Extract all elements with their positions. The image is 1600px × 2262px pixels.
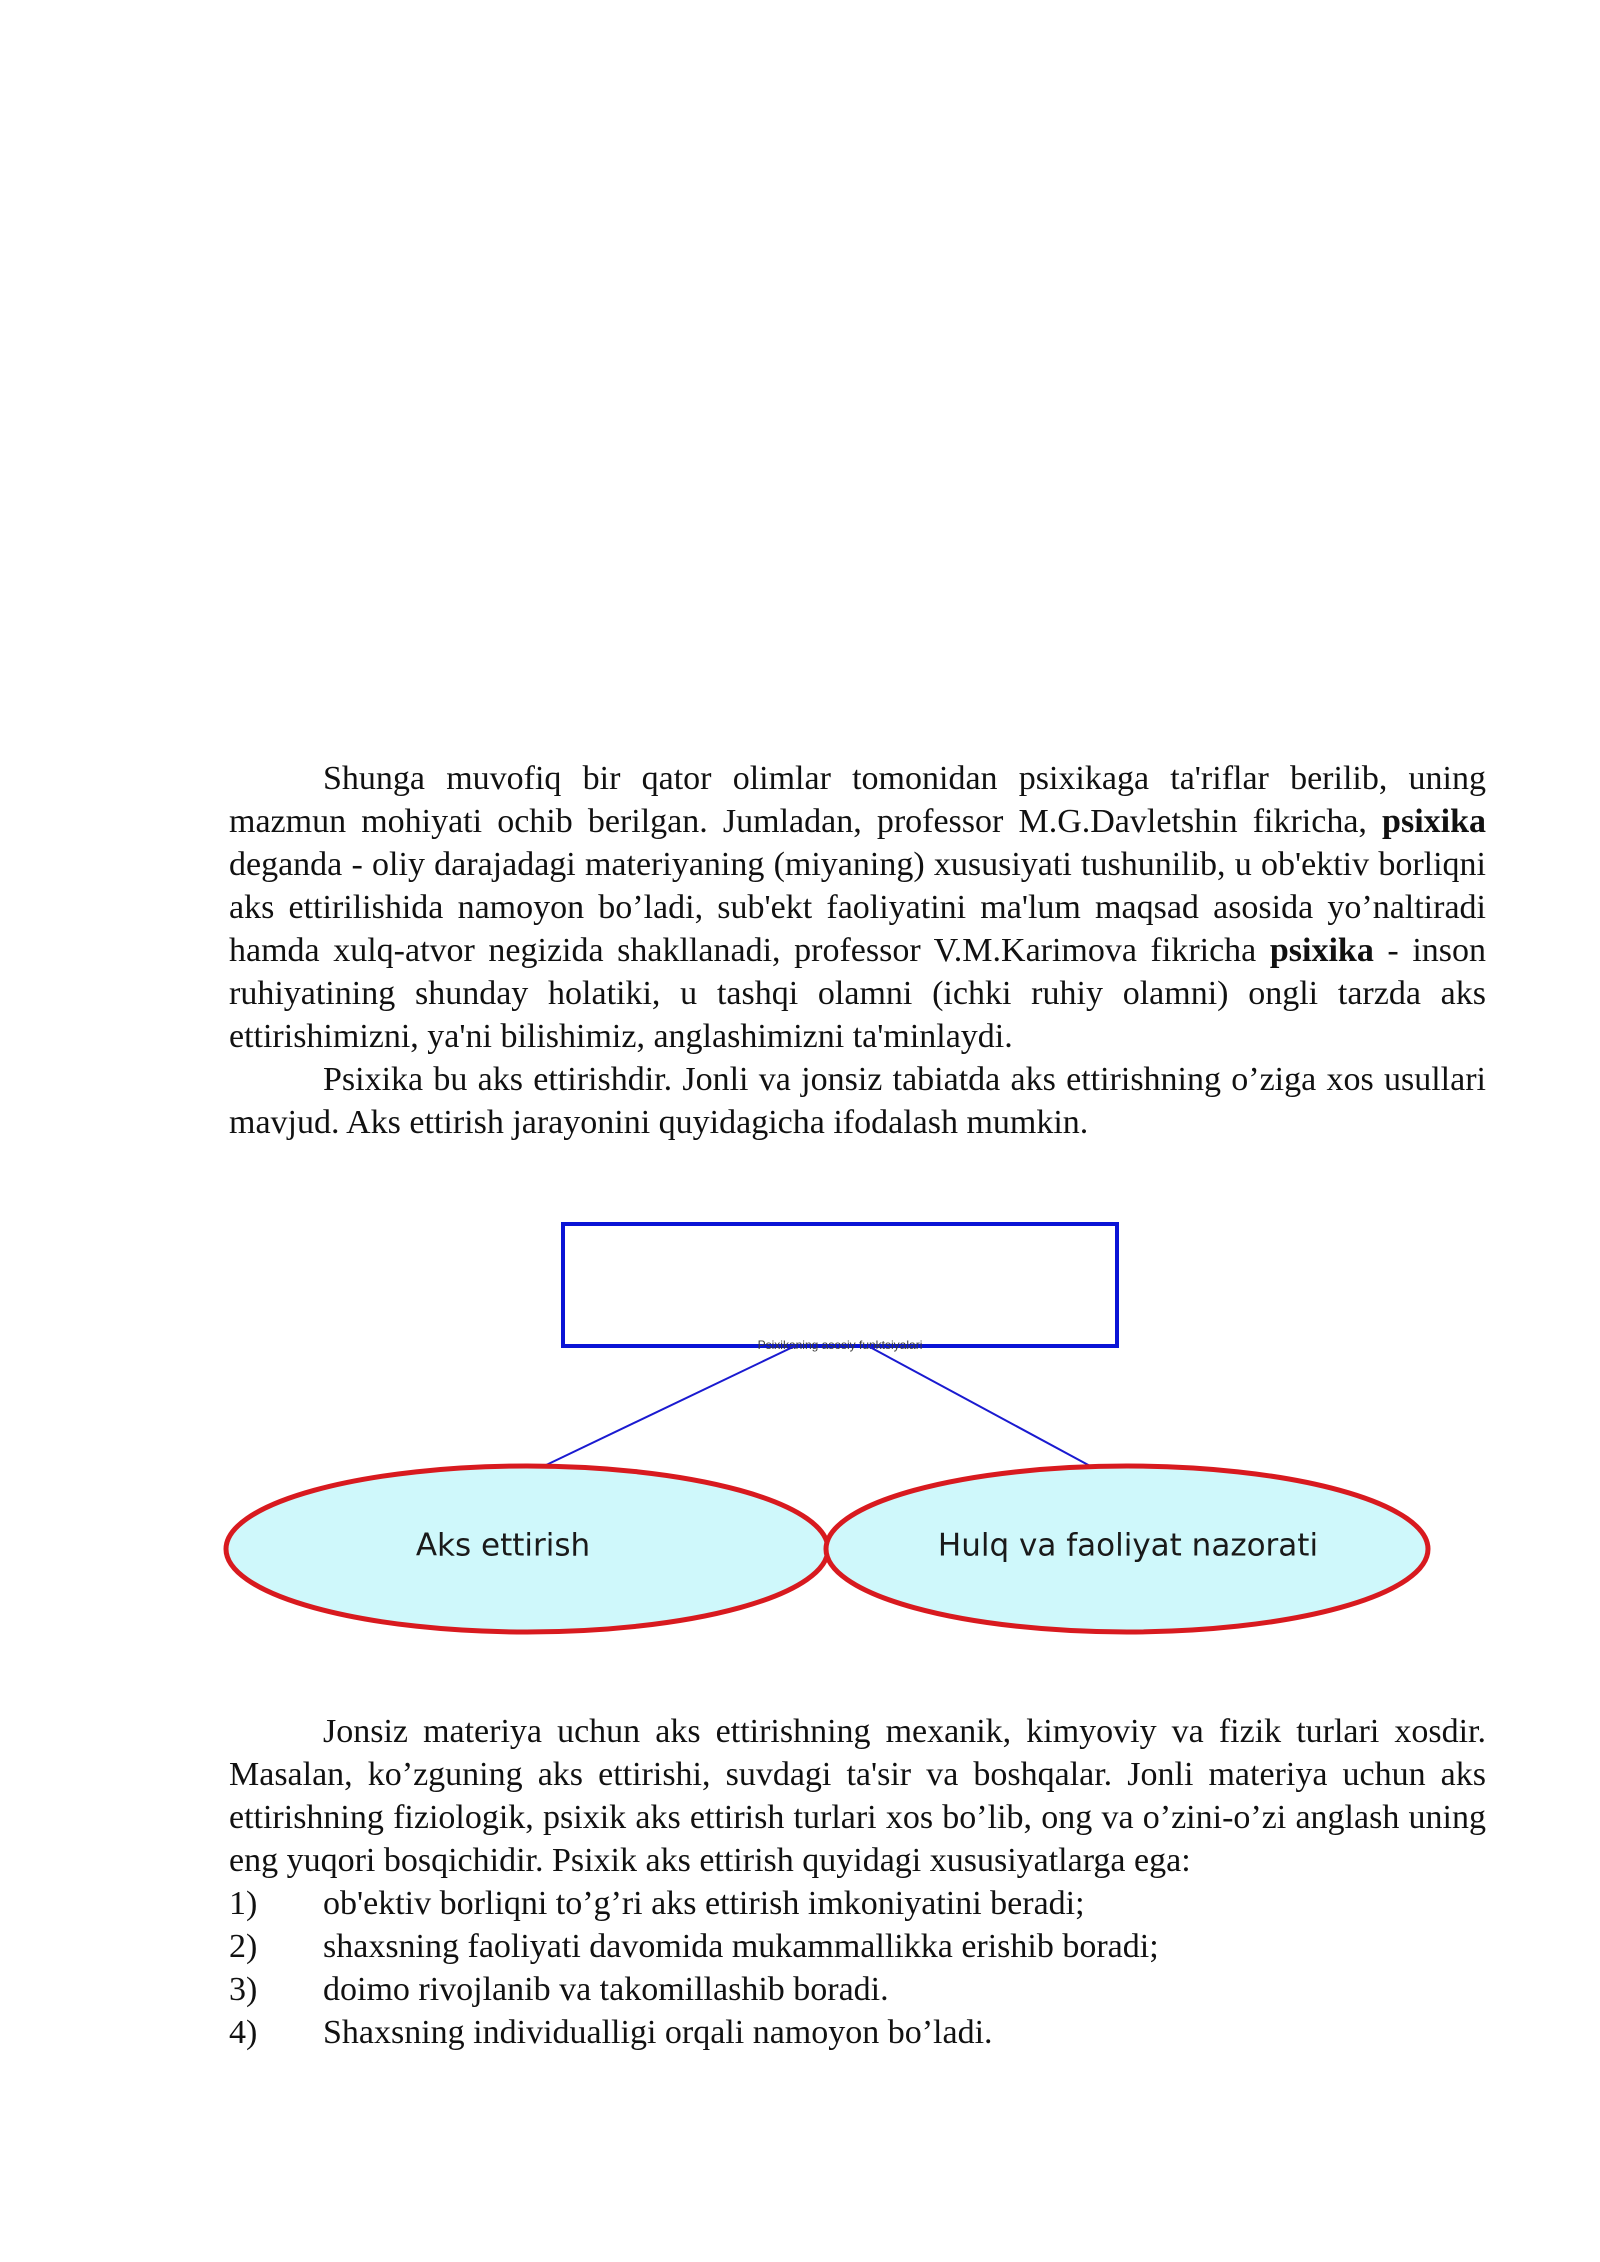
list-item-number: 1) <box>229 1885 258 1922</box>
paragraph-matter: Jonsiz materiya uchun aks ettirishning mexanik, kimyoviy va fizik turlari xosdir. Masalan, ko’zguning aks ettirishi, suvdagi ta'sir va boshqalar. Jonli materiya uchun aks ettirishning fiziologik, psixik aks ettirish turlari xos bo’lib, ong va o’zini-o’zi anglash uning eng yuqori bosqichidir. Psixik aks ettirish quyidagi xususiyatlarga ega: <box>229 1713 1486 1879</box>
left-connector <box>542 1346 795 1467</box>
paragraph1-text-c: - inson ruhiyatining shunday holatiki, u tashqi olamni (ichki ruhiy olamni) ongli tarzda aks ettirishimizni, ya'ni bilishimiz, anglashimizni ta'minlaydi. <box>229 932 1487 1055</box>
list-item <box>229 1882 1486 1925</box>
list-item-text: Shaxsning individualligi orqali namoyon bo’ladi. <box>323 2014 993 2051</box>
term-psixika-1: psixika <box>1382 803 1486 840</box>
top-box <box>563 1224 1117 1346</box>
paragraph1-text-b: deganda - oliy darajadagi materiyaning (miyaning) xususiyati tushunilib, u ob'ektiv borliqni aks ettirilishida namoyon bo’ladi, sub'ekt faoliyatini ma'lum maqsad asosida yo’naltiradi hamda xulq-atvor negizida shakllanadi, professor V.M.Karimova fikricha <box>229 846 1486 969</box>
list-item <box>229 1925 1486 1968</box>
paragraph1-text-a: Shunga muvofiq bir qator olimlar tomonidan psixikaga ta'riflar berilib, uning mazmun mohiyati ochib berilgan. Jumladan, professor M.G.Davletshin fikricha, <box>229 760 1486 840</box>
list-item-text: doimo rivojlanib va takomillashib boradi. <box>323 1971 889 2008</box>
right-connector <box>868 1346 1092 1467</box>
left-ellipse-label: Aks ettirish <box>415 1527 591 1564</box>
list-item <box>229 1968 1486 2011</box>
list-item-number: 3) <box>229 1971 258 2008</box>
list-item-number: 2) <box>229 1928 258 1965</box>
term-psixika-2: psixika <box>1269 932 1374 969</box>
list-item-text: shaxsning faoliyati davomida mukammallikka erishib boradi; <box>323 1928 1159 1965</box>
properties-list <box>229 1882 1486 2054</box>
list-item-number: 4) <box>229 2014 258 2051</box>
list-item <box>229 2011 1486 2054</box>
list-item-text: ob'ektiv borliqni to’g’ri aks ettirish imkoniyatini beradi; <box>323 1885 1085 1922</box>
lower-text-block <box>229 1710 1486 2054</box>
paragraph-reflection: Psixika bu aks ettirishdir. Jonli va jonsiz tabiatda aks ettirishning o’ziga xos usullari mavjud. Aks ettirish jarayonini quyidagicha ifodalash mumkin. <box>229 1061 1486 1141</box>
right-ellipse-label: Hulq va faoliyat nazorati <box>937 1527 1319 1564</box>
top-box-label: Psixikaning asosiy funktsiyalari <box>757 1338 923 1352</box>
